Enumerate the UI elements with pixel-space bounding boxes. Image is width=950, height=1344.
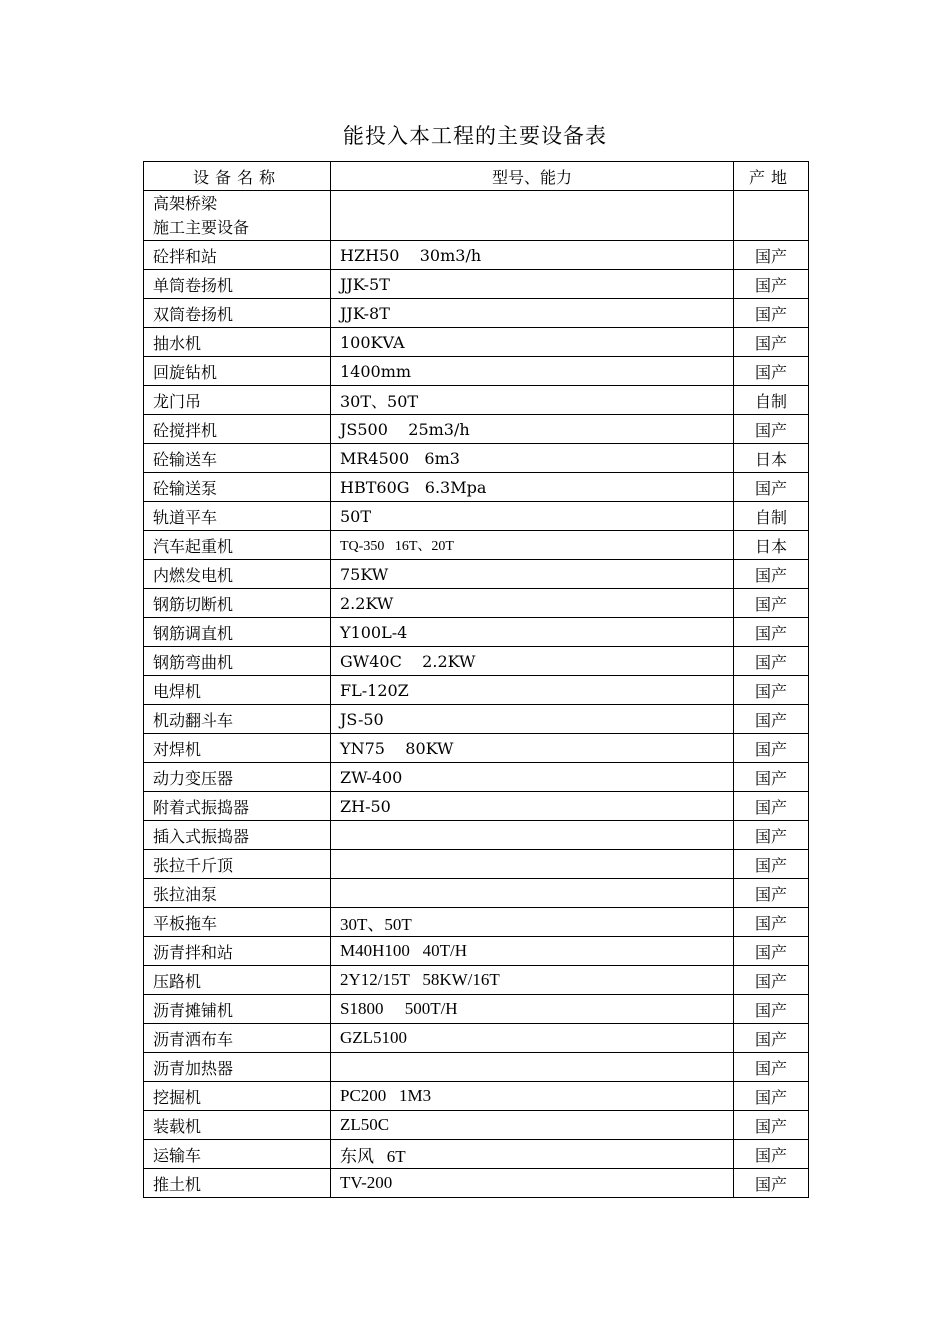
origin-cell: 国产 [734, 937, 809, 966]
model-capacity-cell: HZH50 30m3/h [331, 241, 734, 270]
model-capacity-cell [331, 1053, 734, 1082]
table-row [144, 705, 809, 734]
model-capacity-cell: GW40C 2.2KW [331, 647, 734, 676]
table-row [144, 647, 809, 676]
model-capacity-cell: JJK-8T [331, 299, 734, 328]
table-row [144, 1024, 809, 1053]
model-capacity-cell: 100KVA [331, 328, 734, 357]
table-header-row [144, 162, 809, 191]
origin-cell: 国产 [734, 357, 809, 386]
table-row [144, 1140, 809, 1169]
model-capacity-cell: TV-200 [331, 1169, 734, 1198]
table-row [144, 328, 809, 357]
origin-cell: 国产 [734, 1169, 809, 1198]
origin-cell: 国产 [734, 647, 809, 676]
model-capacity-cell: HBT60G 6.3Mpa [331, 473, 734, 502]
origin-cell: 日本 [734, 444, 809, 473]
equipment-name-cell: 运输车 [144, 1140, 331, 1169]
origin-cell: 国产 [734, 1053, 809, 1082]
section-row [144, 191, 809, 241]
table-row [144, 531, 809, 560]
model-capacity-cell: M40H100 40T/H [331, 937, 734, 966]
model-capacity-cell: GZL5100 [331, 1024, 734, 1053]
table-row [144, 270, 809, 299]
equipment-name-cell: 龙门吊 [144, 386, 331, 415]
header-origin: 产地 [734, 162, 809, 191]
model-capacity-cell: JS-50 [331, 705, 734, 734]
table-row [144, 908, 809, 937]
equipment-name-cell: 电焊机 [144, 676, 331, 705]
equipment-name-cell: 沥青摊铺机 [144, 995, 331, 1024]
equipment-name-cell: 钢筋调直机 [144, 618, 331, 647]
page-title: 能投入本工程的主要设备表 [343, 124, 607, 148]
origin-cell: 国产 [734, 415, 809, 444]
model-capacity-cell: 2.2KW [331, 589, 734, 618]
equipment-name-cell: 砼拌和站 [144, 241, 331, 270]
equipment-name-cell: 张拉油泵 [144, 879, 331, 908]
origin-cell: 国产 [734, 1140, 809, 1169]
table-row [144, 966, 809, 995]
equipment-name-cell: 沥青拌和站 [144, 937, 331, 966]
model-capacity-cell: 50T [331, 502, 734, 531]
table-row [144, 792, 809, 821]
table-row [144, 386, 809, 415]
table-row [144, 415, 809, 444]
origin-cell: 国产 [734, 270, 809, 299]
equipment-name-cell: 动力变压器 [144, 763, 331, 792]
table-row [144, 618, 809, 647]
model-capacity-cell: TQ-350 16T、20T [331, 531, 734, 560]
equipment-name-cell: 单筒卷扬机 [144, 270, 331, 299]
table-row [144, 1111, 809, 1140]
equipment-name-cell: 钢筋切断机 [144, 589, 331, 618]
table-row [144, 589, 809, 618]
model-capacity-cell [331, 879, 734, 908]
origin-cell: 国产 [734, 299, 809, 328]
table-row [144, 1082, 809, 1111]
model-capacity-cell: ZH-50 [331, 792, 734, 821]
model-capacity-cell: S1800 500T/H [331, 995, 734, 1024]
equipment-name-cell: 对焊机 [144, 734, 331, 763]
section-label [144, 191, 331, 241]
table-row [144, 821, 809, 850]
equipment-name-cell: 挖掘机 [144, 1082, 331, 1111]
model-capacity-cell: 75KW [331, 560, 734, 589]
table-row [144, 937, 809, 966]
table-row [144, 850, 809, 879]
equipment-name-cell: 砼输送泵 [144, 473, 331, 502]
equipment-name-cell: 沥青洒布车 [144, 1024, 331, 1053]
header-equipment-name: 设备名称 [144, 162, 331, 191]
origin-cell: 国产 [734, 734, 809, 763]
table-row [144, 473, 809, 502]
model-capacity-cell: 1400mm [331, 357, 734, 386]
table-row [144, 676, 809, 705]
table-row [144, 734, 809, 763]
equipment-table [143, 161, 809, 1198]
table-row [144, 357, 809, 386]
table-row [144, 879, 809, 908]
origin-cell: 国产 [734, 705, 809, 734]
equipment-name-cell: 轨道平车 [144, 502, 331, 531]
model-capacity-cell [331, 821, 734, 850]
origin-cell: 国产 [734, 966, 809, 995]
section-label-line2: 施工主要设备 [153, 217, 250, 237]
equipment-name-cell: 压路机 [144, 966, 331, 995]
origin-cell: 自制 [734, 502, 809, 531]
equipment-name-cell: 砼输送车 [144, 444, 331, 473]
origin-cell: 国产 [734, 241, 809, 270]
model-capacity-cell: YN75 80KW [331, 734, 734, 763]
equipment-name-cell: 装载机 [144, 1111, 331, 1140]
equipment-name-cell: 机动翻斗车 [144, 705, 331, 734]
table-row [144, 241, 809, 270]
origin-cell: 日本 [734, 531, 809, 560]
model-capacity-cell: ZL50C [331, 1111, 734, 1140]
equipment-name-cell: 张拉千斤顶 [144, 850, 331, 879]
header-model-capacity: 型号、能力 [331, 162, 734, 191]
table-row [144, 560, 809, 589]
origin-cell: 国产 [734, 821, 809, 850]
table-row [144, 444, 809, 473]
origin-cell: 国产 [734, 676, 809, 705]
equipment-name-cell: 附着式振捣器 [144, 792, 331, 821]
table-row [144, 502, 809, 531]
origin-cell: 国产 [734, 763, 809, 792]
origin-cell: 国产 [734, 850, 809, 879]
model-capacity-cell: JJK-5T [331, 270, 734, 299]
origin-cell: 国产 [734, 560, 809, 589]
origin-cell: 国产 [734, 328, 809, 357]
origin-cell: 国产 [734, 589, 809, 618]
equipment-name-cell: 插入式振捣器 [144, 821, 331, 850]
equipment-name-cell: 双筒卷扬机 [144, 299, 331, 328]
model-capacity-cell: 东风 6T [331, 1140, 734, 1169]
model-capacity-cell: ZW-400 [331, 763, 734, 792]
model-capacity-cell: Y100L-4 [331, 618, 734, 647]
model-capacity-cell: 30T、50T [331, 908, 734, 937]
table-row [144, 299, 809, 328]
equipment-name-cell: 汽车起重机 [144, 531, 331, 560]
equipment-name-cell: 推土机 [144, 1169, 331, 1198]
table-row [144, 1053, 809, 1082]
section-label-line1: 高架桥梁 [153, 193, 218, 213]
equipment-name-cell: 平板拖车 [144, 908, 331, 937]
model-capacity-cell [331, 850, 734, 879]
origin-cell: 国产 [734, 1024, 809, 1053]
equipment-name-cell: 抽水机 [144, 328, 331, 357]
equipment-name-cell: 回旋钻机 [144, 357, 331, 386]
model-capacity-cell: PC200 1M3 [331, 1082, 734, 1111]
model-capacity-cell: JS500 25m3/h [331, 415, 734, 444]
model-capacity-cell: FL-120Z [331, 676, 734, 705]
origin-cell: 自制 [734, 386, 809, 415]
origin-cell: 国产 [734, 473, 809, 502]
table-row [144, 763, 809, 792]
origin-cell: 国产 [734, 792, 809, 821]
equipment-name-cell: 内燃发电机 [144, 560, 331, 589]
origin-cell: 国产 [734, 879, 809, 908]
table-row [144, 995, 809, 1024]
table-row [144, 1169, 809, 1198]
origin-cell: 国产 [734, 1111, 809, 1140]
model-capacity-cell: 2Y12/15T 58KW/16T [331, 966, 734, 995]
model-capacity-cell: 30T、50T [331, 386, 734, 415]
origin-cell: 国产 [734, 1082, 809, 1111]
origin-cell: 国产 [734, 908, 809, 937]
model-capacity-cell: MR4500 6m3 [331, 444, 734, 473]
equipment-name-cell: 钢筋弯曲机 [144, 647, 331, 676]
section-origin-cell [734, 191, 809, 241]
origin-cell: 国产 [734, 995, 809, 1024]
origin-cell: 国产 [734, 618, 809, 647]
section-model-cell [331, 191, 734, 241]
equipment-name-cell: 沥青加热器 [144, 1053, 331, 1082]
equipment-name-cell: 砼搅拌机 [144, 415, 331, 444]
